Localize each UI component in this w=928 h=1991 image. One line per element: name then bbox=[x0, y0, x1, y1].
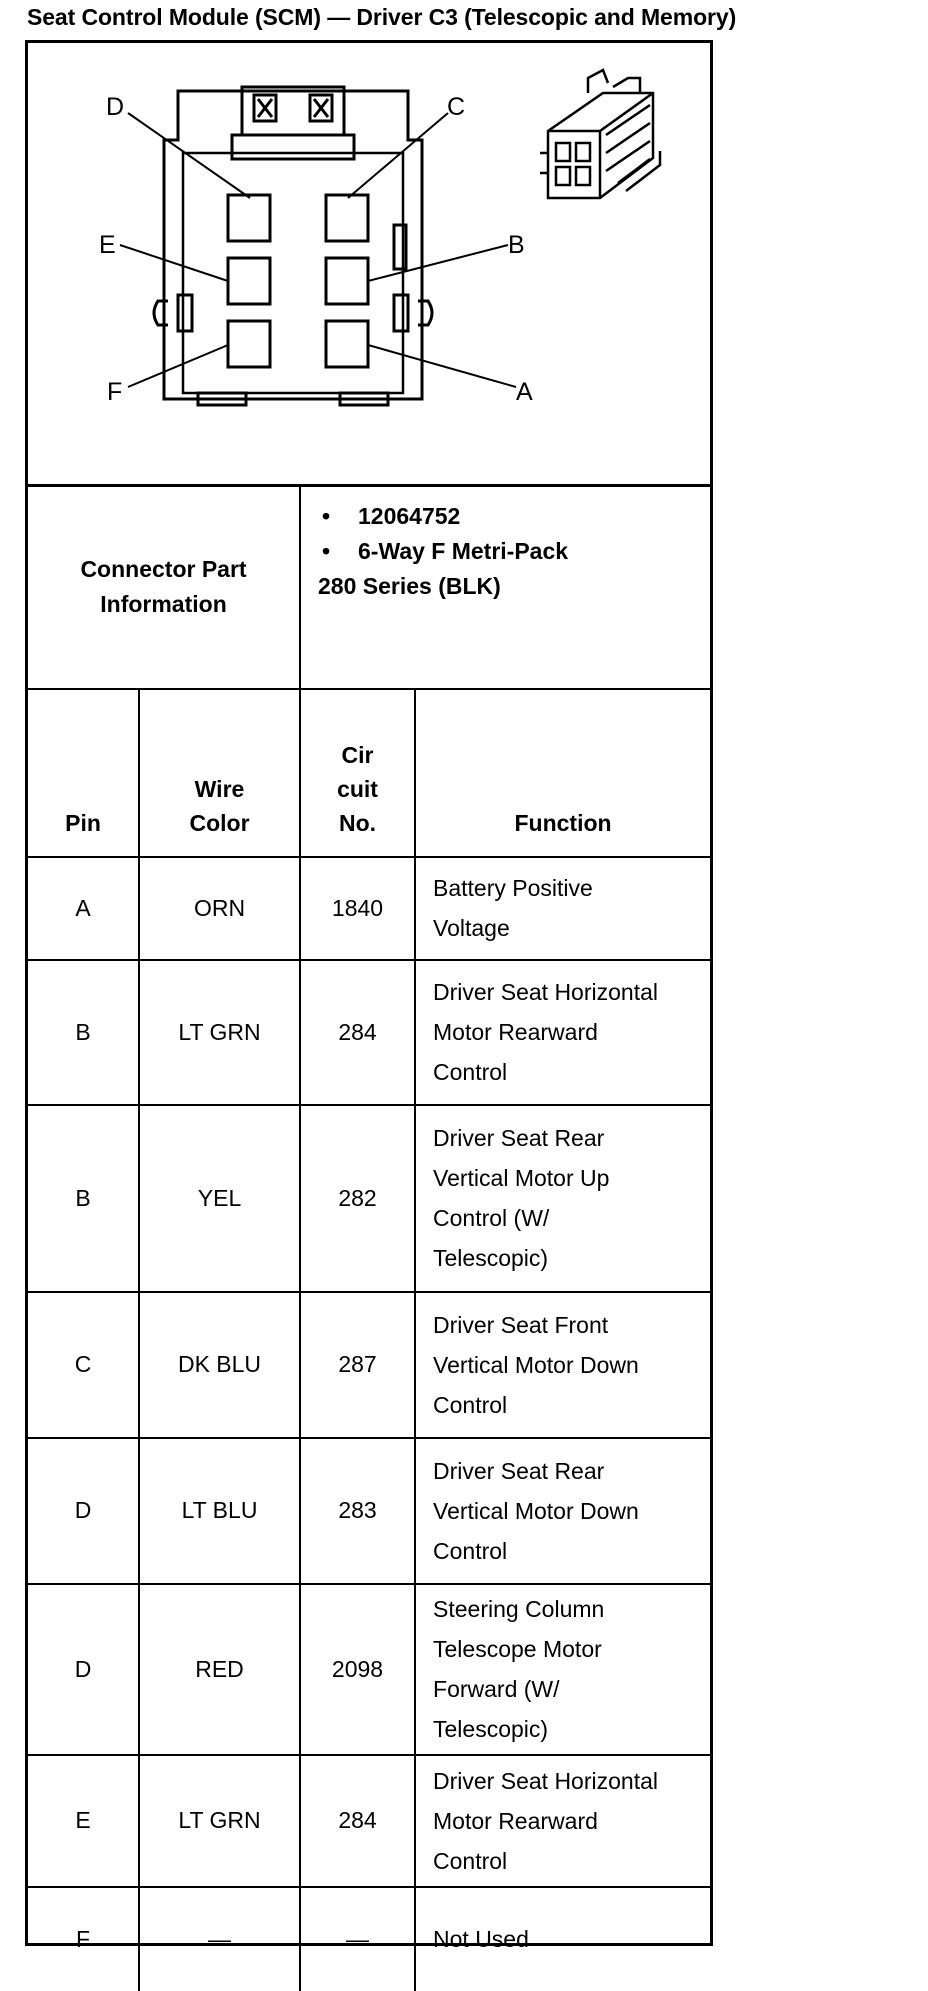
cell-pin: D bbox=[28, 1584, 139, 1755]
pin-label-f: F bbox=[107, 378, 123, 406]
cell-wire-color: LT GRN bbox=[139, 1755, 300, 1887]
cell-pin: B bbox=[28, 1105, 139, 1292]
cell-circuit: 282 bbox=[300, 1105, 415, 1292]
connector-housing-outline bbox=[164, 91, 422, 399]
connector-part-info-label: Connector Part Information bbox=[28, 486, 300, 689]
cell-circuit: 283 bbox=[300, 1438, 415, 1584]
cell-circuit: 287 bbox=[300, 1292, 415, 1438]
connector-description-line1: • 6-Way F Metri-Pack bbox=[318, 534, 710, 569]
cell-wire-color: LT BLU bbox=[139, 1438, 300, 1584]
cell-wire-color: RED bbox=[139, 1584, 300, 1755]
pin-label-b: B bbox=[508, 231, 525, 259]
header-function: Function bbox=[415, 689, 710, 857]
cell-wire-color: DK BLU bbox=[139, 1292, 300, 1438]
connector-housing-inner bbox=[183, 153, 403, 393]
pin-label-c: C bbox=[447, 93, 466, 121]
connector-table-frame bbox=[25, 40, 713, 1952]
page-title: Seat Control Module (SCM) — Driver C3 (Telescopic and Memory) bbox=[27, 4, 737, 30]
cell-pin: E bbox=[28, 1755, 139, 1887]
cell-circuit: 284 bbox=[300, 960, 415, 1105]
header-wire-color: Wire Color bbox=[139, 689, 300, 857]
cavity-e bbox=[228, 258, 270, 304]
cavity-a bbox=[326, 321, 368, 367]
header-circuit-no: Cir cuit No. bbox=[300, 689, 415, 857]
cell-circuit: 2098 bbox=[300, 1584, 415, 1755]
connector-diagram bbox=[28, 43, 710, 484]
cavity-c bbox=[326, 195, 368, 241]
connector-3d-view bbox=[540, 70, 660, 198]
cell-function: Steering Column Telescope Motor Forward (W/ Telescopic) bbox=[415, 1584, 710, 1755]
connector-part-info-value bbox=[300, 486, 710, 689]
cell-circuit: 284 bbox=[300, 1755, 415, 1887]
left-mounting-ear bbox=[154, 301, 168, 325]
cavity-b bbox=[326, 258, 368, 304]
cell-circuit: 1840 bbox=[300, 857, 415, 960]
cell-pin: C bbox=[28, 1292, 139, 1438]
pin-label-d: D bbox=[106, 93, 125, 121]
cell-circuit: — bbox=[300, 1887, 415, 1991]
pinout-table bbox=[28, 484, 710, 1991]
pin-label-a: A bbox=[516, 378, 533, 406]
cell-function: Driver Seat Front Vertical Motor Down Control bbox=[415, 1292, 710, 1438]
table-row bbox=[28, 1584, 710, 1755]
header-pin: Pin bbox=[28, 689, 139, 857]
table-row bbox=[28, 1438, 710, 1584]
table-row bbox=[28, 857, 710, 960]
connector-part-info-row bbox=[28, 486, 710, 689]
cell-wire-color: — bbox=[139, 1887, 300, 1991]
cell-function: Driver Seat Rear Vertical Motor Up Control (W/ Telescopic) bbox=[415, 1105, 710, 1292]
connector-description-line2: 280 Series (BLK) bbox=[318, 573, 501, 599]
cell-pin: D bbox=[28, 1438, 139, 1584]
cell-function: Not Used bbox=[415, 1887, 710, 1991]
cell-pin: A bbox=[28, 857, 139, 960]
cell-function: Driver Seat Horizontal Motor Rearward Control bbox=[415, 1755, 710, 1887]
cell-function: Driver Seat Rear Vertical Motor Down Control bbox=[415, 1438, 710, 1584]
cell-function: Battery Positive Voltage bbox=[415, 857, 710, 960]
cell-wire-color: LT GRN bbox=[139, 960, 300, 1105]
table-header-row bbox=[28, 689, 710, 857]
cell-function: Driver Seat Horizontal Motor Rearward Control bbox=[415, 960, 710, 1105]
cell-pin: B bbox=[28, 960, 139, 1105]
cavity-d bbox=[228, 195, 270, 241]
pin-label-e: E bbox=[99, 231, 116, 259]
cavity-f bbox=[228, 321, 270, 367]
table-row bbox=[28, 1887, 710, 1991]
table-row bbox=[28, 1755, 710, 1887]
right-mounting-ear bbox=[418, 301, 432, 325]
part-number: • 12064752 bbox=[318, 499, 710, 534]
cell-wire-color: YEL bbox=[139, 1105, 300, 1292]
cell-pin: F bbox=[28, 1887, 139, 1991]
cell-wire-color: ORN bbox=[139, 857, 300, 960]
table-row bbox=[28, 1292, 710, 1438]
table-row bbox=[28, 960, 710, 1105]
table-row bbox=[28, 1105, 710, 1292]
